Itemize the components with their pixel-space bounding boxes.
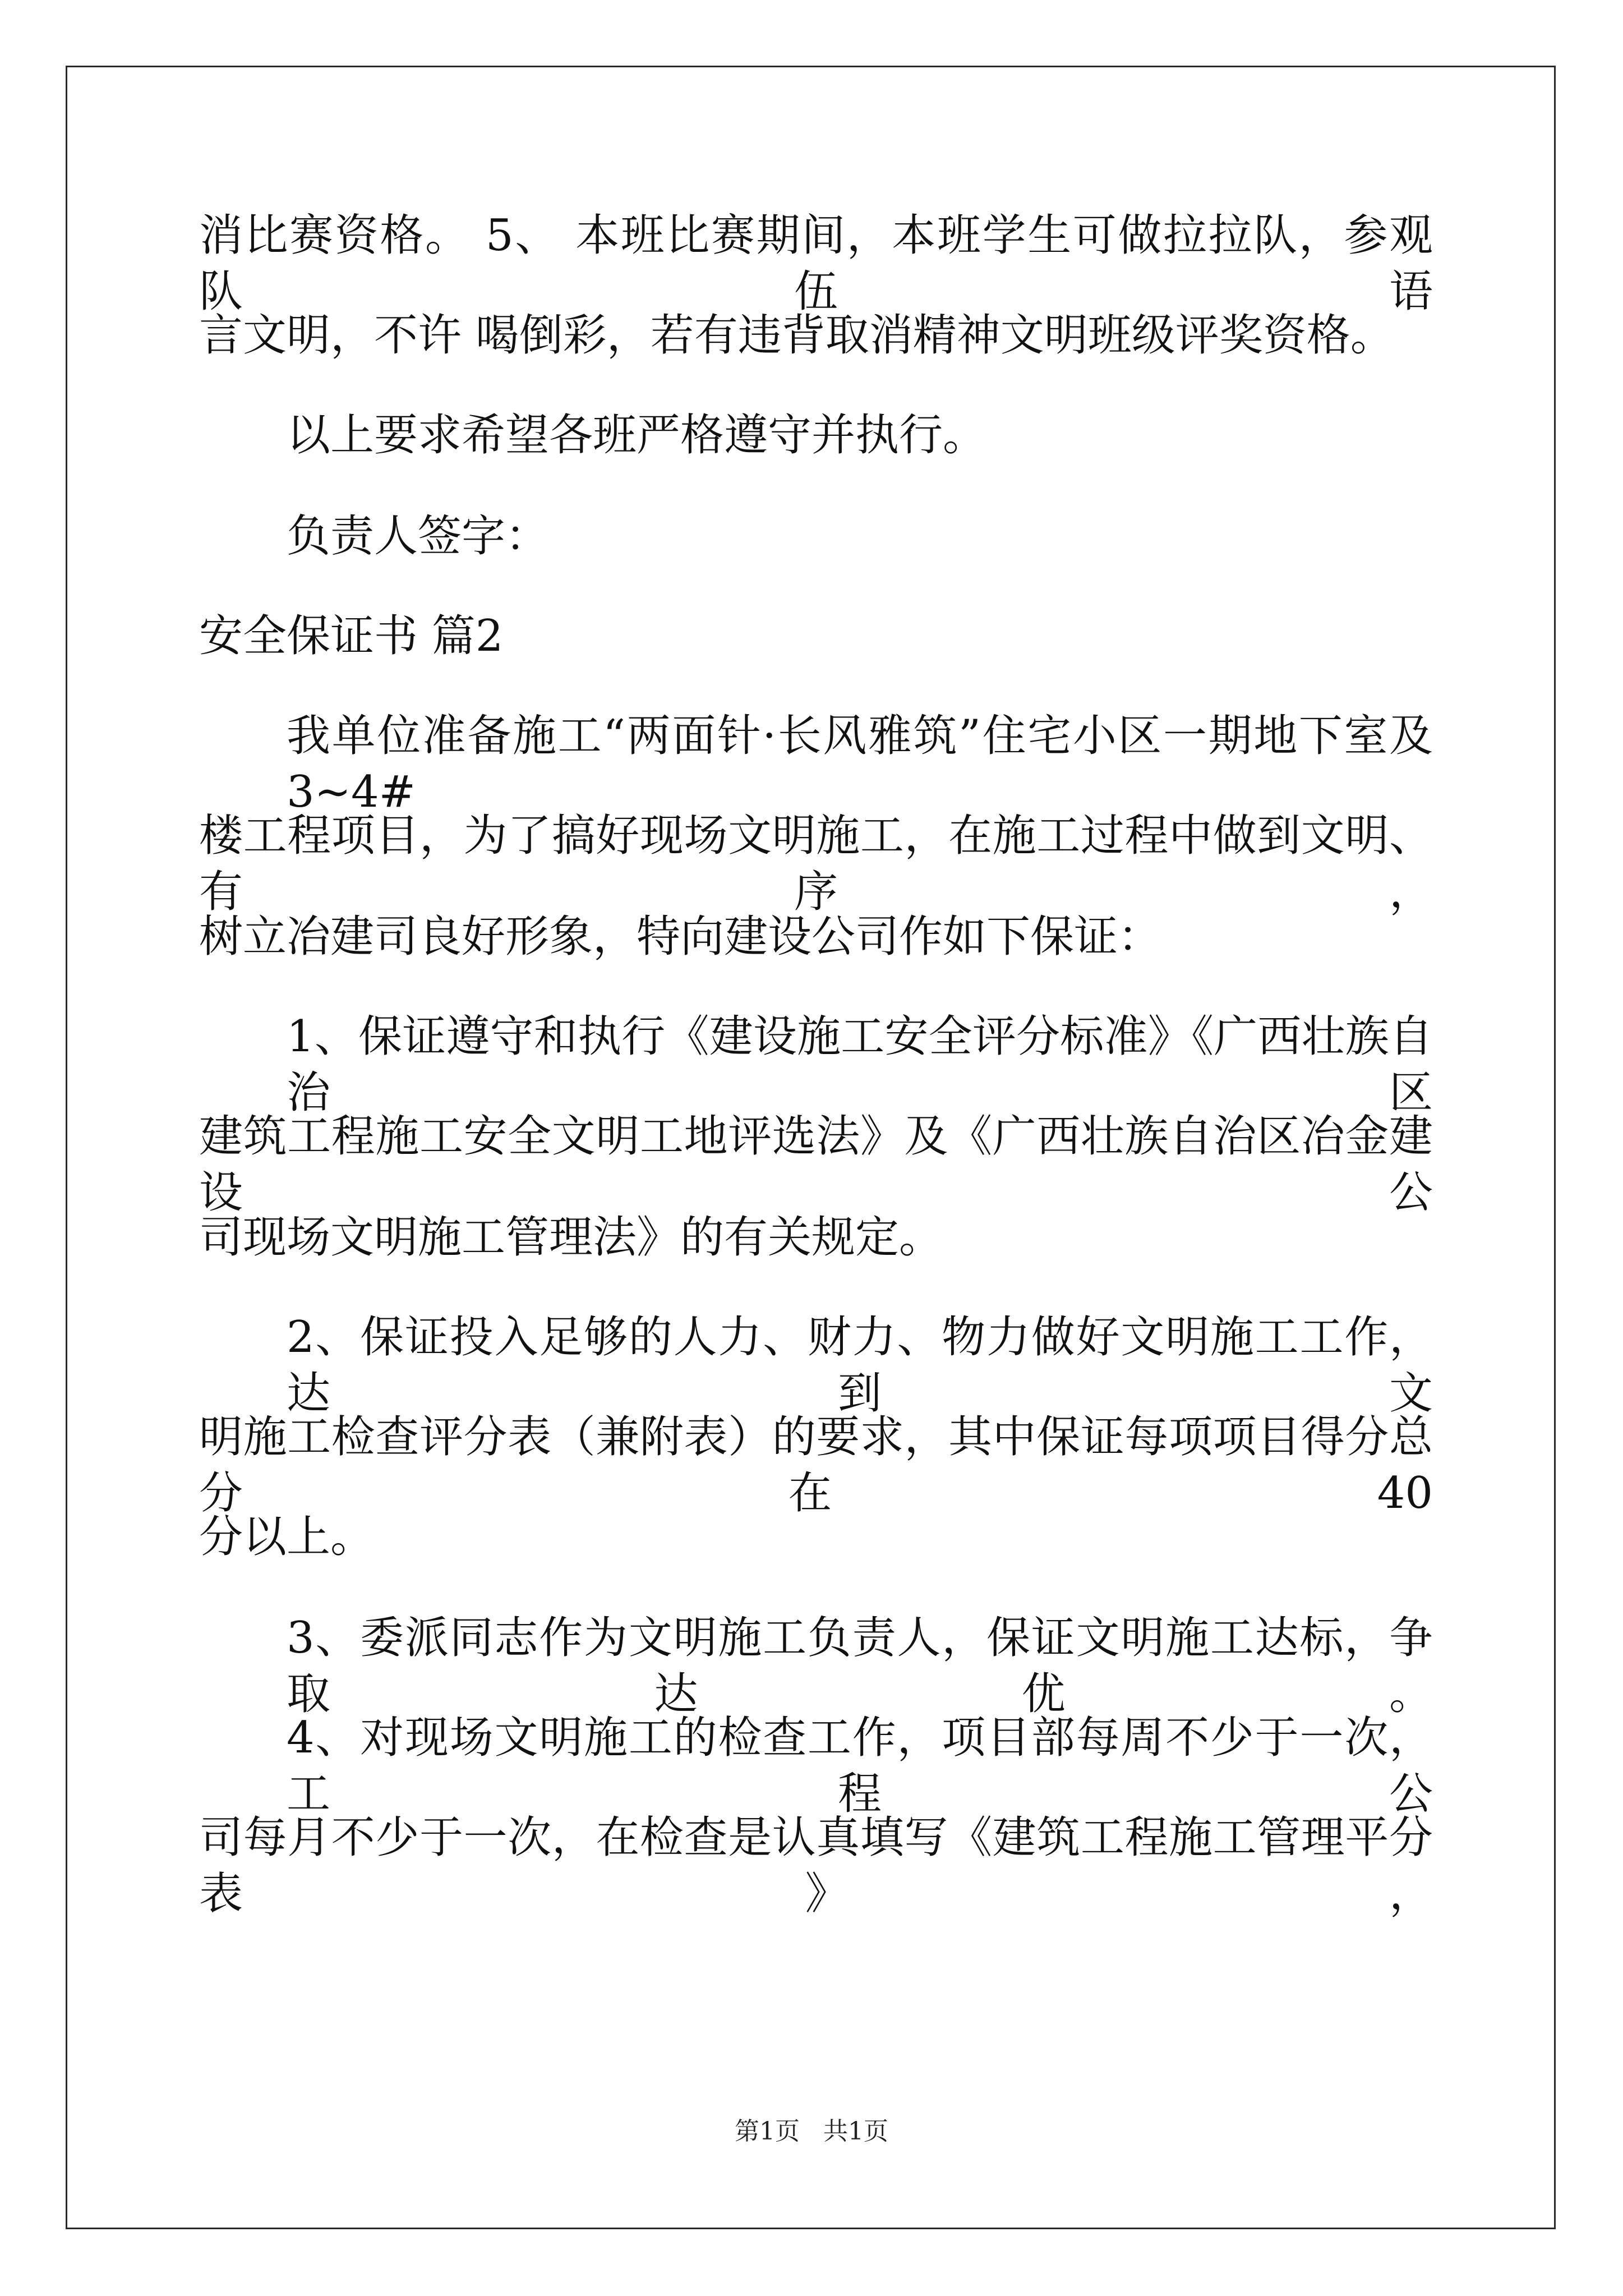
section-heading: 安全保证书 篇2 (199, 611, 504, 661)
text-line: 我单位准备施工“两面针·长风雅筑”住宅小区一期地下室及3~4# (287, 711, 1433, 817)
text-line: 2、保证投入足够的人力、财力、物力做好文明施工工作，达到文 (287, 1312, 1433, 1419)
text-line: 建筑工程施工安全文明工地评选法》及《广西壮族自治区冶金建设公 (199, 1111, 1433, 1218)
text-line: 司每月不少于一次，在检查是认真填写《建筑工程施工管理平分表》， (199, 1812, 1433, 1919)
text-line: 4、对现场文明施工的检查工作，项目部每周不少于一次，工程公 (287, 1713, 1433, 1819)
text-line: 明施工检查评分表（兼附表）的要求，其中保证每项项目得分总分在40 (199, 1412, 1433, 1519)
text-line: 以上要求希望各班严格遵守并执行。 (287, 410, 987, 461)
text-line: 树立冶建司良好形象，特向建设公司作如下保证： (199, 912, 1162, 962)
text-line: 司现场文明施工管理法》的有关规定。 (199, 1212, 943, 1263)
text-line: 楼工程项目，为了搞好现场文明施工，在施工过程中做到文明、有序， (199, 811, 1433, 917)
page-footer (0, 2115, 1623, 2148)
page-number-current: 第1页 (735, 2117, 800, 2146)
text-line: 言文明，不许 喝倒彩，若有违背取消精神文明班级评奖资格。 (199, 310, 1394, 361)
text-line: 3、委派同志作为文明施工负责人，保证文明施工达标，争取达优。 (287, 1613, 1433, 1719)
text-line: 1、保证遵守和执行《建设施工安全评分标准》《广西壮族自治区 (287, 1011, 1433, 1118)
text-line: 消比赛资格。 5、 本班比赛期间，本班学生可做拉拉队，参观队伍语 (199, 210, 1433, 317)
page-number-total: 共1页 (823, 2117, 888, 2146)
text-line: 负责人签字： (287, 511, 550, 562)
text-line: 分以上。 (199, 1512, 375, 1562)
